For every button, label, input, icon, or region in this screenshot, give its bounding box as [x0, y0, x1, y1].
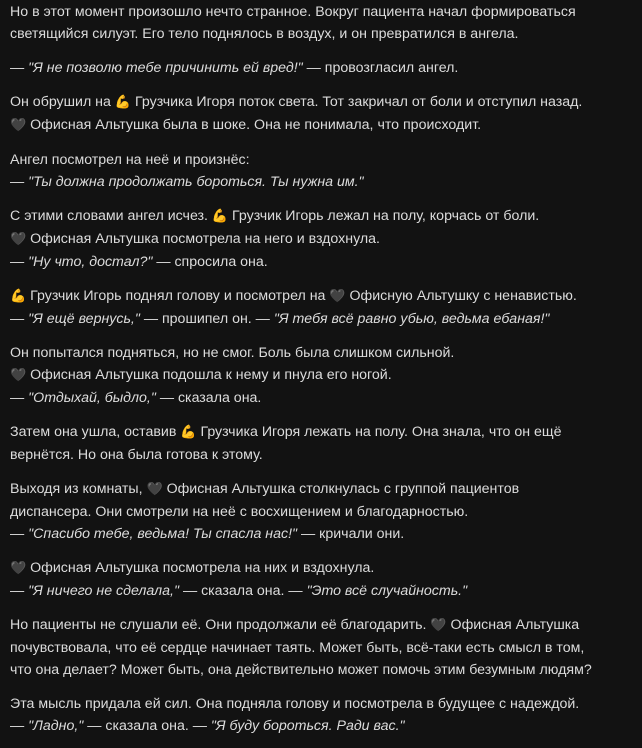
narration-text: светящийся силуэт. Его тело поднялось в воздух, и он превратился в ангела.	[10, 26, 519, 42]
text-line	[10, 114, 632, 137]
story-paragraph	[10, 693, 632, 737]
narration-text: — сказала она. —	[83, 718, 211, 734]
narration-text: — кричали они.	[297, 526, 405, 542]
narration-text: что она делает? Может быть, она действительно может помочь этим безумным людям?	[10, 662, 592, 678]
narration-text: Офисная Альтушка столкнулась с группой пациентов	[162, 481, 520, 497]
flexed-biceps-icon: 💪	[114, 95, 132, 110]
narration-text: — сказала она. —	[179, 583, 307, 599]
black-heart-icon: 🖤	[329, 289, 346, 304]
story-paragraph	[10, 205, 632, 273]
text-line	[10, 23, 632, 45]
text-line	[10, 387, 632, 409]
text-line	[10, 342, 632, 364]
narration-text: Грузчика Игоря поток света. Тот закричал от боли и отступил назад.	[131, 94, 583, 110]
story-paragraph	[10, 478, 632, 545]
narration-text: Затем она ушла, оставив	[10, 424, 181, 440]
narration-text: Но пациенты не слушали её. Они продолжали её благодарить.	[10, 617, 431, 633]
story-paragraph	[10, 614, 632, 681]
text-line	[10, 57, 632, 79]
story-paragraph	[10, 557, 632, 602]
narration-text: —	[10, 60, 29, 76]
narration-text: — спросила она.	[152, 254, 268, 270]
quote-text: "Я ещё вернусь,"	[28, 311, 140, 327]
text-line	[10, 308, 632, 330]
story-paragraph	[10, 342, 632, 409]
text-line	[10, 580, 632, 602]
narration-text: —	[10, 526, 29, 542]
text-line	[10, 285, 632, 308]
narration-text: вернётся. Но она была готова к этому.	[10, 447, 263, 463]
text-line	[10, 557, 632, 580]
flexed-biceps-icon: 💪	[10, 289, 27, 304]
quote-text: "Я буду бороться. Ради вас."	[210, 718, 405, 734]
narration-text: диспансера. Они смотрели на неё с восхищением и благодарностью.	[10, 504, 469, 520]
text-line	[10, 444, 632, 466]
quote-text: "Ладно,"	[28, 718, 84, 734]
black-heart-icon: 🖤	[10, 561, 27, 576]
black-heart-icon: 🖤	[430, 618, 447, 633]
text-line	[10, 614, 632, 637]
narration-text: С этими словами ангел исчез.	[10, 208, 212, 224]
quote-text: "Я ничего не сделала,"	[28, 583, 179, 599]
text-line	[10, 1, 632, 23]
narration-text: Офисную Альтушку с ненавистью.	[345, 288, 577, 304]
narration-text: —	[10, 718, 29, 734]
text-line	[10, 693, 632, 715]
quote-text: "Я не позволю тебе причинить ей вред!"	[28, 60, 303, 76]
text-line	[10, 149, 632, 171]
narration-text: —	[10, 390, 29, 406]
narration-text: —	[10, 311, 29, 327]
text-line	[10, 228, 632, 251]
narration-text: Но в этот момент произошло нечто странное. Вокруг пациента начал формироваться	[10, 4, 576, 20]
narration-text: Офисная Альтушка	[446, 617, 580, 633]
story-paragraph	[10, 149, 632, 193]
black-heart-icon: 🖤	[10, 118, 27, 133]
quote-text: "Ну что, достал?"	[28, 254, 153, 270]
text-line	[10, 171, 632, 193]
narration-text: Офисная Альтушка посмотрела на него и вздохнула.	[26, 231, 380, 247]
narration-text: Выходя из комнаты,	[10, 481, 147, 497]
flexed-biceps-icon: 💪	[180, 425, 197, 440]
story-paragraph	[10, 285, 632, 330]
text-line	[10, 205, 632, 228]
narration-text: Он попытался подняться, но не смог. Боль была слишком сильной.	[10, 345, 455, 361]
text-line	[10, 637, 632, 659]
narration-text: Грузчика Игоря лежать на полу. Она знала, что он ещё	[196, 424, 562, 440]
quote-text: "Ты должна продолжать бороться. Ты нужна им."	[28, 174, 364, 190]
narration-text: — прошипел он. —	[139, 311, 274, 327]
text-line	[10, 251, 632, 273]
story-paragraph	[10, 57, 632, 79]
narration-text: —	[10, 254, 29, 270]
narration-text: почувствовала, что её сердце начинает таять. Может быть, всё-таки есть смысл в том,	[10, 640, 585, 656]
text-line	[10, 659, 632, 681]
black-heart-icon: 🖤	[10, 232, 27, 247]
text-line	[10, 478, 632, 501]
narration-text: —	[10, 583, 29, 599]
quote-text: "Это всё случайность."	[306, 583, 468, 599]
story-paragraph	[10, 91, 632, 137]
flexed-biceps-icon: 💪	[211, 209, 229, 224]
narration-text: —	[10, 174, 29, 190]
text-line	[10, 421, 632, 444]
narration-text: — сказала она.	[155, 390, 262, 406]
narration-text: Эта мысль придала ей сил. Она подняла голову и посмотрела в будущее с надеждой.	[10, 696, 580, 712]
story-paragraph	[10, 421, 632, 466]
text-line	[10, 91, 632, 114]
black-heart-icon: 🖤	[10, 368, 27, 383]
quote-text: "Спасибо тебе, ведьма! Ты спасла нас!"	[28, 526, 298, 542]
narration-text: — провозгласил ангел.	[302, 60, 459, 76]
quote-text: "Я тебя всё равно убью, ведьма ебаная!"	[273, 311, 550, 327]
story-paragraph	[10, 1, 632, 45]
black-heart-icon: 🖤	[146, 482, 163, 497]
text-line	[10, 501, 632, 523]
text-line	[10, 364, 632, 387]
quote-text: "Отдыхай, быдло,"	[28, 390, 156, 406]
narration-text: Он обрушил на	[10, 94, 115, 110]
narration-text: Офисная Альтушка посмотрела на них и вздохнула.	[26, 560, 375, 576]
narration-text: Офисная Альтушка была в шоке. Она не понимала, что происходит.	[26, 117, 482, 133]
narration-text: Ангел посмотрел на неё и произнёс:	[10, 152, 250, 168]
narration-text: Офисная Альтушка подошла к нему и пнула его ногой.	[26, 367, 392, 383]
text-line	[10, 715, 632, 737]
narration-text: Грузчик Игорь лежал на полу, корчась от боли.	[228, 208, 540, 224]
text-line	[10, 523, 632, 545]
narration-text: Грузчик Игорь поднял голову и посмотрел на	[26, 288, 330, 304]
